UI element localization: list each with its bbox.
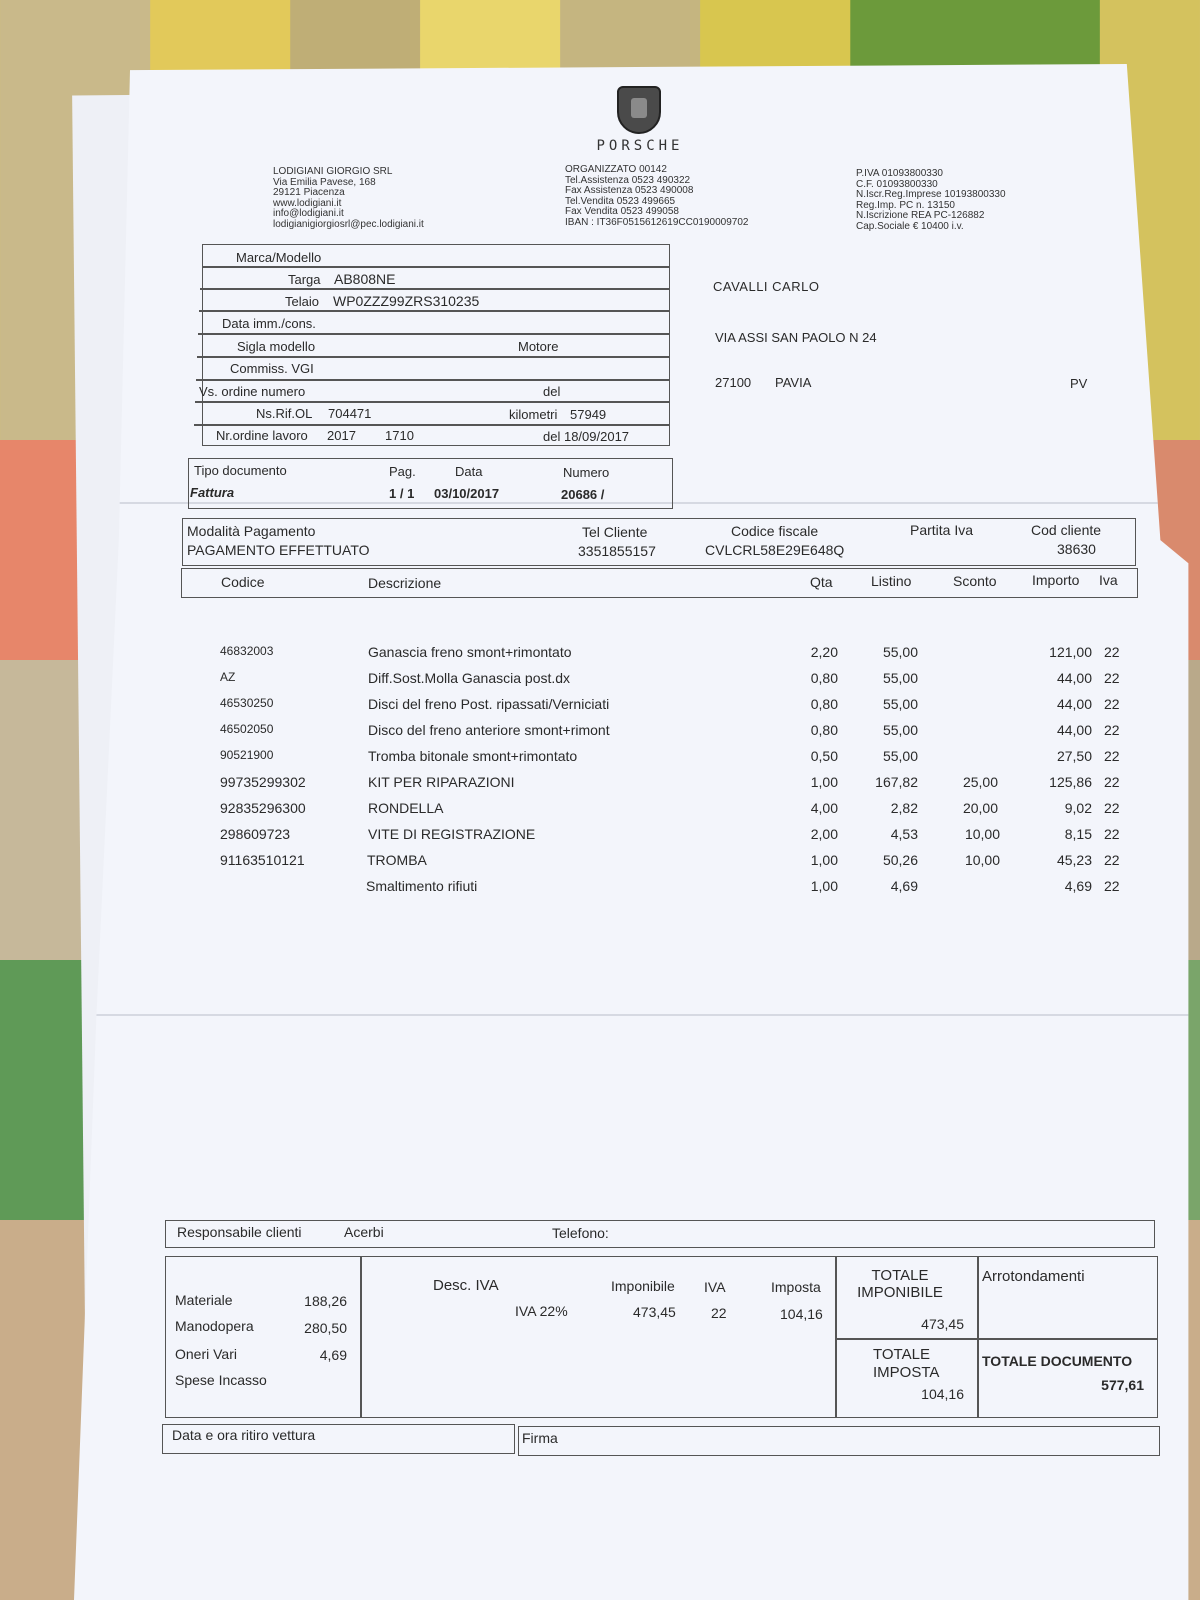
materiale-label: Materiale [175, 1292, 233, 1308]
cell-descrizione: TROMBA [367, 852, 427, 868]
registry-line: N.Iscr.Reg.Imprese 10193800330 [856, 189, 1006, 200]
motore-label: Motore [518, 339, 559, 354]
vs-ordine-label: Vs. ordine numero [199, 384, 306, 399]
totale-documento-label: TOTALE DOCUMENTO [982, 1353, 1133, 1369]
customer-city: PAVIA [775, 375, 812, 390]
contact-line: Fax Vendita 0523 499058 [565, 206, 679, 217]
telefono-label: Telefono: [552, 1225, 609, 1241]
cell-iva: 22 [1104, 826, 1120, 842]
cell-codice: 46530250 [220, 696, 274, 710]
codice-fiscale-label: Codice fiscale [731, 523, 819, 539]
cell-qta: 1,00 [810, 852, 838, 868]
registry-line: P.IVA 01093800330 [856, 168, 943, 179]
cell-descrizione: Smaltimento rifiuti [366, 878, 478, 894]
totale-imposta-value: 104,16 [921, 1386, 964, 1402]
cell-listino: 50,26 [882, 852, 918, 868]
cell-descrizione: KIT PER RIPARAZIONI [368, 774, 515, 790]
cell-qta: 1,00 [810, 878, 838, 894]
dealer-website: www.lodigiani.it [273, 197, 342, 209]
cell-importo: 44,00 [1056, 670, 1092, 686]
col-descrizione: Descrizione [368, 575, 442, 591]
cell-descrizione: Ganascia freno smont+rimontato [368, 644, 572, 660]
cell-listino: 55,00 [882, 722, 918, 738]
cell-codice: 298609723 [220, 826, 291, 842]
customer-province: PV [1070, 376, 1088, 391]
col-qta: Qta [810, 574, 833, 590]
data-imm-label: Data imm./cons. [222, 316, 316, 331]
porsche-crest-icon [617, 86, 661, 134]
pag-value: 1 / 1 [389, 486, 415, 501]
cell-sconto: 25,00 [962, 774, 998, 790]
tipo-doc-label: Tipo documento [194, 463, 287, 478]
cell-descrizione: VITE DI REGISTRAZIONE [368, 826, 536, 842]
cell-listino: 55,00 [882, 748, 918, 764]
registry-line: Reg.Imp. PC n. 13150 [856, 199, 955, 211]
cell-iva: 22 [1104, 670, 1120, 686]
contact-line: ORGANIZZATO 00142 [565, 164, 667, 175]
sigla-label: Sigla modello [237, 339, 316, 354]
col-sconto: Sconto [953, 573, 997, 589]
cell-codice: AZ [220, 670, 236, 684]
firma-label: Firma [522, 1430, 558, 1446]
responsabile-box [165, 1220, 1155, 1248]
brand-wordmark: PORSCHE [596, 138, 684, 154]
firma-box [518, 1426, 1160, 1456]
col-codice: Codice [221, 574, 265, 590]
ritiro-label: Data e ora ritiro vettura [172, 1427, 316, 1443]
cell-importo: 125,86 [1049, 774, 1092, 790]
km-value: 57949 [570, 407, 607, 422]
cell-iva: 22 [1104, 800, 1120, 816]
cell-codice: 46502050 [220, 722, 274, 736]
totale-imposta-label [873, 1346, 939, 1382]
iban: IBAN : IT36F0515612619CC0190009702 [565, 216, 749, 228]
cell-iva: 22 [1104, 852, 1120, 868]
cell-iva: 22 [1104, 774, 1120, 790]
cell-qta: 4,00 [810, 800, 838, 816]
contact-line: Tel.Vendita 0523 499665 [565, 195, 676, 207]
data-label: Data [455, 464, 483, 479]
totale-imponibile-label-line1: TOTALE [871, 1267, 929, 1284]
ordine-del-label: del [543, 384, 561, 399]
customer-name: CAVALLI CARLO [713, 279, 820, 294]
materiale-value: 188,26 [304, 1293, 347, 1309]
cell-iva: 22 [1104, 748, 1120, 764]
cell-importo: 27,50 [1056, 748, 1092, 764]
responsabile-value: Acerbi [344, 1224, 384, 1240]
targa-value: AB808NE [334, 271, 396, 287]
pag-label: Pag. [389, 464, 416, 479]
cell-iva: 22 [1104, 644, 1120, 660]
contact-line: Fax Assistenza 0523 490008 [565, 185, 694, 196]
customer-cap: 27100 [715, 375, 752, 390]
cell-importo: 44,00 [1056, 696, 1092, 712]
cell-codice: 99735299302 [220, 774, 306, 790]
modalita-label: Modalità Pagamento [187, 523, 316, 539]
responsabile-label: Responsabile clienti [177, 1224, 302, 1240]
cell-importo: 4,69 [1064, 878, 1092, 894]
imposta-label: Imposta [771, 1279, 821, 1295]
cell-qta: 0,80 [810, 722, 838, 738]
cell-iva: 22 [1104, 722, 1120, 738]
arrotondamenti-label: Arrotondamenti [982, 1268, 1085, 1285]
cell-listino: 4,53 [890, 826, 918, 842]
manodopera-label: Manodopera [175, 1318, 254, 1334]
totale-imponibile-label-line2: IMPONIBILE [857, 1284, 943, 1301]
dealer-address: Via Emilia Pavese, 168 [273, 176, 376, 188]
imponibile-label: Imponibile [611, 1278, 675, 1294]
tipo-doc-value: Fattura [190, 485, 235, 500]
contact-line: Tel.Assistenza 0523 490322 [565, 174, 691, 186]
registry-line: Cap.Sociale € 10400 i.v. [856, 220, 964, 232]
col-importo: Importo [1032, 572, 1080, 588]
targa-label: Targa [288, 272, 321, 287]
codice-fiscale-value: CVLCRL58E29E648Q [705, 542, 845, 558]
cell-iva: 22 [1104, 878, 1120, 894]
cell-qta: 1,00 [810, 774, 838, 790]
dealer-email: info@lodigiani.it [273, 208, 344, 219]
cell-qta: 0,80 [810, 696, 838, 712]
telaio-value: WP0ZZZ99ZRS310235 [333, 293, 480, 309]
imponibile-value: 473,45 [633, 1304, 676, 1320]
col-listino: Listino [871, 573, 912, 589]
imposta-value: 104,16 [780, 1306, 823, 1322]
cell-listino: 55,00 [882, 670, 918, 686]
totale-documento-value: 577,61 [1101, 1377, 1144, 1393]
numero-label: Numero [563, 465, 610, 480]
cell-codice: 46832003 [220, 644, 274, 658]
dealer-block [273, 167, 424, 230]
cell-listino: 2,82 [890, 800, 918, 816]
registry-line: N.Iscrizione REA PC-126882 [856, 210, 985, 221]
registry-block [856, 169, 1006, 232]
rif-label: Ns.Rif.OL [256, 406, 313, 421]
totale-imposta-label-line1: TOTALE [873, 1346, 930, 1363]
totale-imponibile-label [845, 1267, 955, 1301]
dealer-pec: lodigianigiorgiosrl@pec.lodigiani.it [273, 218, 424, 230]
cell-qta: 2,20 [810, 644, 838, 660]
cell-sconto: 20,00 [962, 800, 998, 816]
data-value: 03/10/2017 [434, 486, 500, 501]
dealer-name: LODIGIANI GIORGIO SRL [273, 166, 393, 177]
cell-sconto: 10,00 [964, 826, 1000, 842]
cell-descrizione: Disco del freno anteriore smont+rimont [368, 722, 610, 738]
totale-imponibile-value: 473,45 [921, 1316, 964, 1332]
cod-cliente-value: 38630 [1057, 541, 1096, 557]
cell-iva: 22 [1104, 696, 1120, 712]
cell-codice: 90521900 [220, 748, 274, 762]
desc-iva-value: IVA 22% [515, 1303, 568, 1319]
cell-listino: 167,82 [875, 774, 918, 790]
cod-cliente-label: Cod cliente [1031, 522, 1102, 538]
cell-descrizione: Disci del freno Post. ripassati/Verniciati [368, 696, 610, 712]
partita-iva-label: Partita Iva [910, 522, 974, 538]
cell-codice: 91163510121 [220, 852, 305, 868]
cell-qta: 0,80 [810, 670, 838, 686]
lavoro-anno: 2017 [327, 428, 356, 443]
cell-importo: 121,00 [1049, 644, 1092, 660]
cell-sconto: 10,00 [964, 852, 1000, 868]
lavoro-data: del 18/09/2017 [543, 429, 630, 444]
km-label: kilometri [509, 407, 558, 422]
desc-iva-label: Desc. IVA [433, 1277, 499, 1294]
rif-value: 704471 [328, 406, 372, 421]
cell-listino: 55,00 [882, 644, 918, 660]
oneri-value: 4,69 [319, 1347, 347, 1363]
iva-value: 22 [711, 1305, 727, 1321]
cell-codice: 92835296300 [220, 800, 306, 816]
marca-label: Marca/Modello [236, 250, 322, 265]
iva-label: IVA [704, 1279, 726, 1295]
commiss-label: Commiss. VGI [230, 361, 314, 376]
cell-descrizione: Diff.Sost.Molla Ganascia post.dx [368, 670, 571, 686]
cell-listino: 55,00 [882, 696, 918, 712]
dealer-city: 29121 Piacenza [273, 187, 345, 198]
contacts-block [565, 165, 748, 228]
telaio-label: Telaio [285, 294, 319, 309]
cell-qta: 0,50 [810, 748, 838, 764]
modalita-value: PAGAMENTO EFFETTUATO [187, 542, 370, 558]
oneri-label: Oneri Vari [175, 1346, 237, 1362]
cell-descrizione: Tromba bitonale smont+rimontato [368, 748, 578, 764]
lavoro-numero: 1710 [385, 428, 414, 443]
cell-importo: 8,15 [1064, 826, 1092, 842]
cell-importo: 45,23 [1056, 852, 1092, 868]
tel-cliente-value: 3351855157 [578, 543, 656, 559]
spese-incasso-label: Spese Incasso [175, 1372, 267, 1388]
registry-line: C.F. 01093800330 [856, 178, 938, 190]
lavoro-label: Nr.ordine lavoro [216, 428, 308, 443]
tel-cliente-label: Tel Cliente [582, 524, 648, 540]
cell-importo: 44,00 [1056, 722, 1092, 738]
cell-listino: 4,69 [890, 878, 918, 894]
fold-line [74, 1014, 1194, 1016]
cell-qta: 2,00 [810, 826, 838, 842]
cell-descrizione: RONDELLA [368, 800, 444, 816]
manodopera-value: 280,50 [304, 1320, 347, 1336]
numero-value: 20686 / [561, 487, 605, 502]
customer-address: VIA ASSI SAN PAOLO N 24 [715, 330, 877, 345]
col-iva: Iva [1099, 572, 1118, 588]
cell-importo: 9,02 [1064, 800, 1092, 816]
totale-imposta-label-line2: IMPOSTA [873, 1364, 940, 1381]
